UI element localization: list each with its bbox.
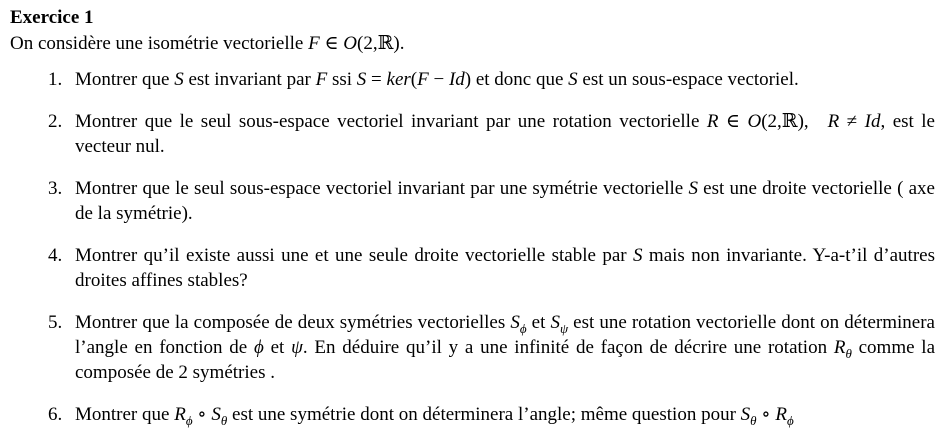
text-run: mais non invariante. Y-a-t’il d’autres droites affines stables? — [75, 245, 935, 291]
text-run: ∈ — [319, 33, 344, 54]
text-run: ∘ — [756, 404, 776, 425]
math-run: S — [633, 245, 643, 266]
math-run: O — [747, 111, 762, 132]
text-run: Montrer que la composée de deux symétries vectorielles — [75, 312, 511, 333]
text-run: = — [366, 69, 387, 90]
text-run: ( — [410, 69, 418, 90]
math-run: F — [308, 33, 320, 54]
math-run: S — [568, 69, 578, 90]
math-run: ϕ — [253, 337, 264, 358]
item-number: 2. — [48, 111, 63, 132]
text-run: ∘ — [192, 404, 212, 425]
exercise-item-list — [10, 67, 935, 427]
text-run: ) et donc que — [464, 69, 569, 90]
text-run: , est le vecteur nul. — [75, 111, 935, 157]
text-run: ssi — [327, 69, 357, 90]
intro-paragraph — [10, 31, 935, 56]
math-run: ψ — [291, 337, 303, 358]
item-text — [75, 178, 935, 224]
exercise-item — [48, 310, 935, 385]
text-run: Montrer que le seul sous-espace vectoriel invariant par une rotation vectorielle — [75, 111, 707, 132]
math-subscript: ϕ — [185, 412, 193, 428]
text-run: . En déduire qu’il y a une infinité de façon de décrire une rotation — [302, 337, 834, 358]
text-run: et — [526, 312, 551, 333]
text-run: comme la composée de 2 symétries . — [75, 337, 936, 383]
exercise-item — [48, 176, 935, 226]
exercise-title: Exercice 1 — [10, 7, 94, 28]
math-run: R — [833, 337, 846, 358]
text-run: est invariant par — [183, 69, 316, 90]
math-run: S — [174, 69, 184, 90]
math-run: S — [510, 312, 520, 333]
item-text — [75, 245, 935, 291]
item-number: 5. — [48, 312, 63, 333]
item-number: 3. — [48, 178, 63, 199]
math-run: F — [315, 69, 328, 90]
text-run: On considère une isométrie vectorielle — [10, 33, 309, 54]
text-run: (2,ℝ), — [761, 111, 828, 132]
text-run: ∈ — [718, 111, 748, 132]
math-subscript: θ — [845, 345, 852, 361]
text-run: Montrer que — [75, 69, 175, 90]
text-run: (2,ℝ). — [357, 33, 405, 54]
text-run: est un sous-espace vectoriel. — [577, 69, 799, 90]
math-subscript: θ — [750, 412, 757, 428]
math-run: R — [775, 404, 787, 425]
math-run: S — [550, 312, 560, 333]
text-run: Montrer que — [75, 404, 175, 425]
item-text — [75, 404, 794, 428]
item-text — [75, 111, 935, 157]
item-text — [75, 69, 799, 90]
item-number: 4. — [48, 245, 63, 266]
math-run: S — [211, 404, 221, 425]
math-run: S — [356, 69, 367, 90]
item-number: 6. — [48, 404, 63, 425]
text-run: est une rotation vectorielle dont on déterminera l’angle en fonction de — [75, 312, 935, 358]
text-run: ≠ — [839, 111, 865, 132]
text-run: Montrer que le seul sous-espace vectoriel invariant par une symétrie vectorielle — [75, 178, 689, 199]
math-run: O — [343, 33, 358, 54]
math-run: S — [740, 404, 751, 425]
math-subscript: ϕ — [786, 412, 794, 428]
item-number: 1. — [48, 69, 63, 90]
math-run: R — [706, 111, 719, 132]
exercise-item — [48, 67, 935, 92]
exercise-item — [48, 402, 935, 427]
math-run: F — [417, 69, 429, 90]
math-run: R — [174, 404, 186, 425]
text-run: est une symétrie dont on déterminera l’angle; même question pour — [227, 404, 741, 425]
math-subscript: θ — [220, 412, 228, 428]
math-subscript: ϕ — [519, 320, 527, 336]
math-run: S — [688, 178, 698, 199]
math-run: Id — [864, 111, 881, 132]
item-text — [75, 312, 935, 383]
exercise-item — [48, 243, 935, 293]
exercise-item — [48, 109, 935, 159]
math-subscript: ψ — [559, 320, 569, 336]
text-run: − — [428, 69, 449, 90]
text-run: Montrer qu’il existe aussi une et une seule droite vectorielle stable par — [75, 245, 634, 266]
text-run: et — [263, 337, 292, 358]
math-run: ker — [386, 69, 411, 90]
text-run: est une droite vectorielle ( axe de la symétrie). — [75, 178, 935, 224]
math-run: Id — [448, 69, 465, 90]
math-run: R — [827, 111, 840, 132]
